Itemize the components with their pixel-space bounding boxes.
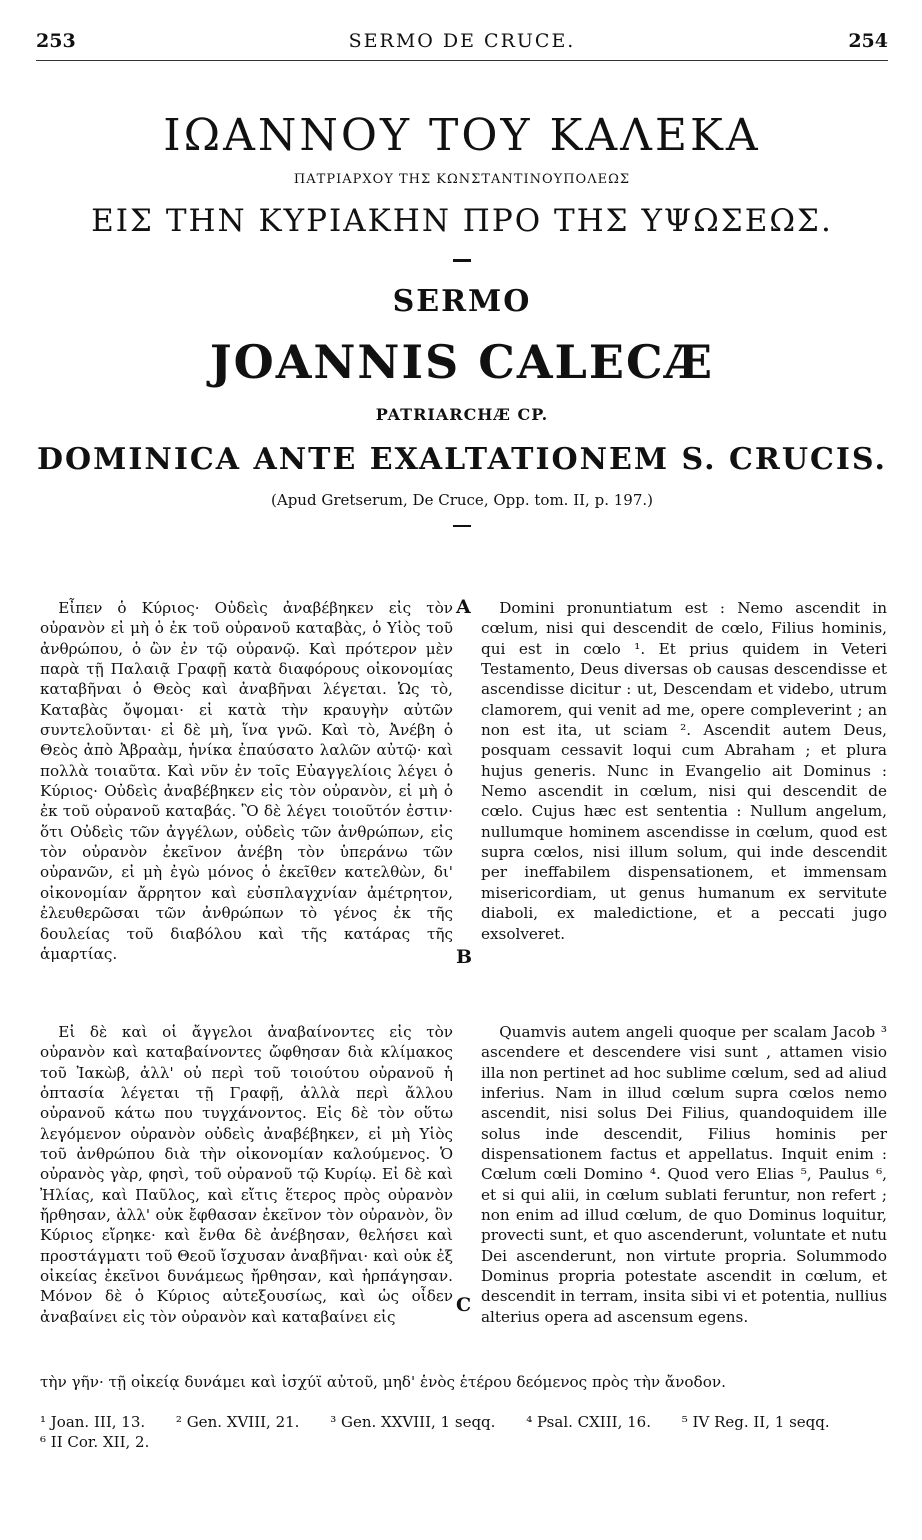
footnote-1: ¹ Joan. III, 13.: [40, 1413, 146, 1431]
footnotes: [40, 1412, 888, 1452]
source-divider: [453, 525, 471, 527]
title-block: [36, 106, 888, 527]
footnote-3: ³ Gen. XXVIII, 1 seqq.: [330, 1413, 496, 1431]
greek-author-title: ΙΩΑΝΝΟΥ ΤΟΥ ΚΑΛΕΚΑ: [163, 110, 761, 161]
latin-office-title: PATRIARCHÆ CP.: [375, 405, 549, 424]
latin-column-paragraph-2: [481, 1022, 887, 1327]
margin-letter-c: C: [456, 1294, 472, 1316]
footnote-4: ⁴ Psal. CXIII, 16.: [526, 1413, 651, 1431]
greek-subject-title: ΕΙΣ ΤΗΝ ΚΥΡΙΑΚΗΝ ΠΡΟ ΤΗΣ ΥΨΩΣΕΩΣ.: [91, 203, 833, 239]
greek-paragraph-1: Εἶπεν ὁ Κύριος· Οὐδεὶς ἀναβέβηκεν εἰς τὸν οὐρανὸν εἰ μὴ ὁ ἐκ τοῦ οὐρανοῦ καταβὰς, ὁ Υἱὸς τοῦ ἀνθρώπου, ὁ ὢν ἐν τῷ οὐρανῷ. Καὶ πρότερον μὲν παρὰ τῇ Παλαιᾷ Γραφῇ κατὰ διαφόρους οἰκονομίας καταβῆναι ὁ Θεὸς καὶ ἀναβῆναι λέγεται. Ὡς τὸ, Καταβὰς ὄψομαι· εἰ κατὰ τὴν κραυγὴν αὐτῶν συντελοῦνται· εἰ δὲ μὴ, ἵνα γνῶ. Καὶ τὸ, Ἀνέβη ὁ Θεὸς ἀπὸ Ἀβραὰμ, ἡνίκα ἐπαύσατο λαλῶν αὐτῷ· καὶ πολλὰ τοιαῦτα. Καὶ νῦν ἐν τοῖς Εὐαγγελίοις λέγει ὁ Κύριος· Οὐδεὶς ἀναβέβηκεν εἰς τὸν οὐρανὸν, εἰ μὴ ὁ ἐκ τοῦ οὐρανοῦ καταβάς. Ὃ δὲ λέγει τοιοῦτόν ἐστιν· ὅτι Οὐδεὶς τῶν ἀγγέλων, οὐδεὶς τῶν ἀνθρώπων, εἰς τὸν οὐρανὸν ἐκεῖνον ἀνέβη τὸν ὑπεράνω τῶν οὐρανῶν, εἰ μὴ ἐγὼ μόνος ὁ ἐκεῖθεν κατελθὼν, δι' οἰκονομίαν ἄρρητον καὶ εὐσπλαγχνίαν ἀμέτρητον, ἐλευθερῶσαι τῶν ἀνθρώπων τὸ γένος ἐκ τῆς δουλείας τοῦ διαβόλου καὶ τῆς κατάρας τῆς ἁμαρτίας.: [40, 599, 453, 963]
running-title: SERMO DE CRUCE.: [348, 30, 576, 52]
latin-sermo-title: SERMO: [392, 284, 532, 319]
latin-column-paragraph-1: [481, 598, 887, 944]
greek-final-line: τὴν γῆν· τῇ οἰκείᾳ δυνάμει καὶ ἰσχύϊ αὐτοῦ, μηδ' ἑνὸς ἑτέρου δεόμενος πρὸς τὴν ἄνοδον.: [40, 1373, 726, 1391]
greek-column-paragraph-1: [40, 598, 453, 964]
header-rule: [36, 60, 888, 61]
title-divider: [453, 259, 471, 262]
footnote-6: ⁶ II Cor. XII, 2.: [40, 1433, 150, 1451]
page-number-right: 254: [848, 30, 888, 52]
page-number-left: 253: [36, 30, 76, 52]
margin-letter-a: A: [456, 596, 471, 618]
running-head: [36, 30, 888, 60]
footnote-2: ² Gen. XVIII, 21.: [175, 1413, 300, 1431]
latin-subject-title: DOMINICA ANTE EXALTATIONEM S. CRUCIS.: [37, 442, 887, 477]
latin-author-title: JOANNIS CALECÆ: [209, 335, 715, 389]
latin-paragraph-1: Domini pronuntiatum est : Nemo ascendit in cœlum, nisi qui descendit de cœlo, Filius hominis, qui est in cœlo ¹. Et prius quidem in Veteri Testamento, Deus diversas ob causas descendisse et ascendisse dicitur : ut, Descendam et videbo, utrum clamorem, qui venit ad me, opere compleverint ; an non est ita, ut sciam ². Ascendit autem Deus, posquam cessavit loqui cum Abraham ; et plura hujus generis. Nunc in Evangelio ait Dominus : Nemo ascendit in cœlum, nisi qui descendit de cœlo. Cujus hæc est sententia : Nullum angelum, nullumque hominem ascendisse in cœlum, quod est supra cœlos, nisi illum solum, qui inde descendit per ineffabilem dispensationem, et immensam misericordiam, ut genus humanum ex servitute diaboli, ex maledictione, et a peccati jugo exsolveret.: [481, 599, 887, 943]
greek-paragraph-2: Εἰ δὲ καὶ οἱ ἄγγελοι ἀναβαίνοντες εἰς τὸν οὐρανὸν καὶ καταβαίνοντες ὤφθησαν διὰ κλίμακος τοῦ Ἰακὼβ, ἀλλ' οὐ περὶ τοῦ τοιούτου οὐρανοῦ ἡ ὀπτασία λέγεται τῇ Γραφῇ, ἀλλὰ περὶ ἄλλου οὐρανοῦ κάτω που τυγχάνοντος. Εἰς δὲ τὸν οὕτω λεγόμενον οὐρανὸν οὐδεὶς ἀναβέβηκεν, εἰ μὴ Υἱὸς τοῦ ἀνθρώπου διὰ τὴν οἰκονομίαν καλούμενος. Ὁ οὐρανὸς γὰρ, φησὶ, τοῦ οὐρανοῦ τῷ Κυρίῳ. Εἰ δὲ καὶ Ἠλίας, καὶ Παῦλος, καὶ εἴτις ἕτερος πρὸς οὐρανὸν ἤρθησαν, ἀλλ' οὐκ ἔφθασαν ἐκεῖνον τὸν οὐρανὸν, ὃν Κύριος εἴρηκε· καὶ ἔνθα δὲ ἀνέβησαν, θελήσει καὶ προστάγματι τοῦ Θεοῦ ἴσχυσαν ἀναβῆναι· καὶ οὐκ ἐξ οἰκείας ἐκεῖνοι δυνάμεως ἤρθησαν, καὶ ἡρπάγησαν. Μόνον δὲ ὁ Κύριος αὐτεξουσίως, καὶ ὡς οἶδεν ἀναβαίνει εἰς τὸν οὐρανὸν καὶ καταβαίνει εἰς: [40, 1023, 453, 1326]
greek-column-paragraph-2: [40, 1022, 453, 1327]
latin-paragraph-2: Quamvis autem angeli quoque per scalam Jacob ³ ascendere et descendere visi sunt , attamen visio illa non pertinet ad hoc sublime cœlum, sed ad aliud inferius. Nam in illud cœlum supra cœlos nemo ascendit, nisi solus Dei Filius, quandoquidem ille solus inde descendit, Filius hominis per dispensationem factus et appellatus. Inquit enim : Cœlum cœli Domino ⁴. Quod vero Elias ⁵, Paulus ⁶, et si qui alii, in cœlum sublati feruntur, non refert ; non enim ad illud cœlum, de quo Dominus loquitur, provecti sunt, et quo ascenderunt, voluntate et nutu Dei ascenderunt, non virtute propria. Solummodo Dominus propria potestate ascendit in cœlum, et descendit in terram, insita sibi vi et potentia, nullius alterius opera ad ascensum egens.: [481, 1023, 887, 1326]
margin-letter-b: B: [456, 946, 473, 968]
source-citation: (Apud Gretserum, De Cruce, Opp. tom. II, p. 197.): [271, 491, 653, 509]
footnote-5: ⁵ IV Reg. II, 1 seqq.: [681, 1413, 830, 1431]
greek-office-title: ΠΑΤΡΙΑΡΧΟΥ ΤΗΣ ΚΩΝΣΤΑΝΤΙΝΟΥΠΟΛΕΩΣ: [293, 172, 631, 187]
